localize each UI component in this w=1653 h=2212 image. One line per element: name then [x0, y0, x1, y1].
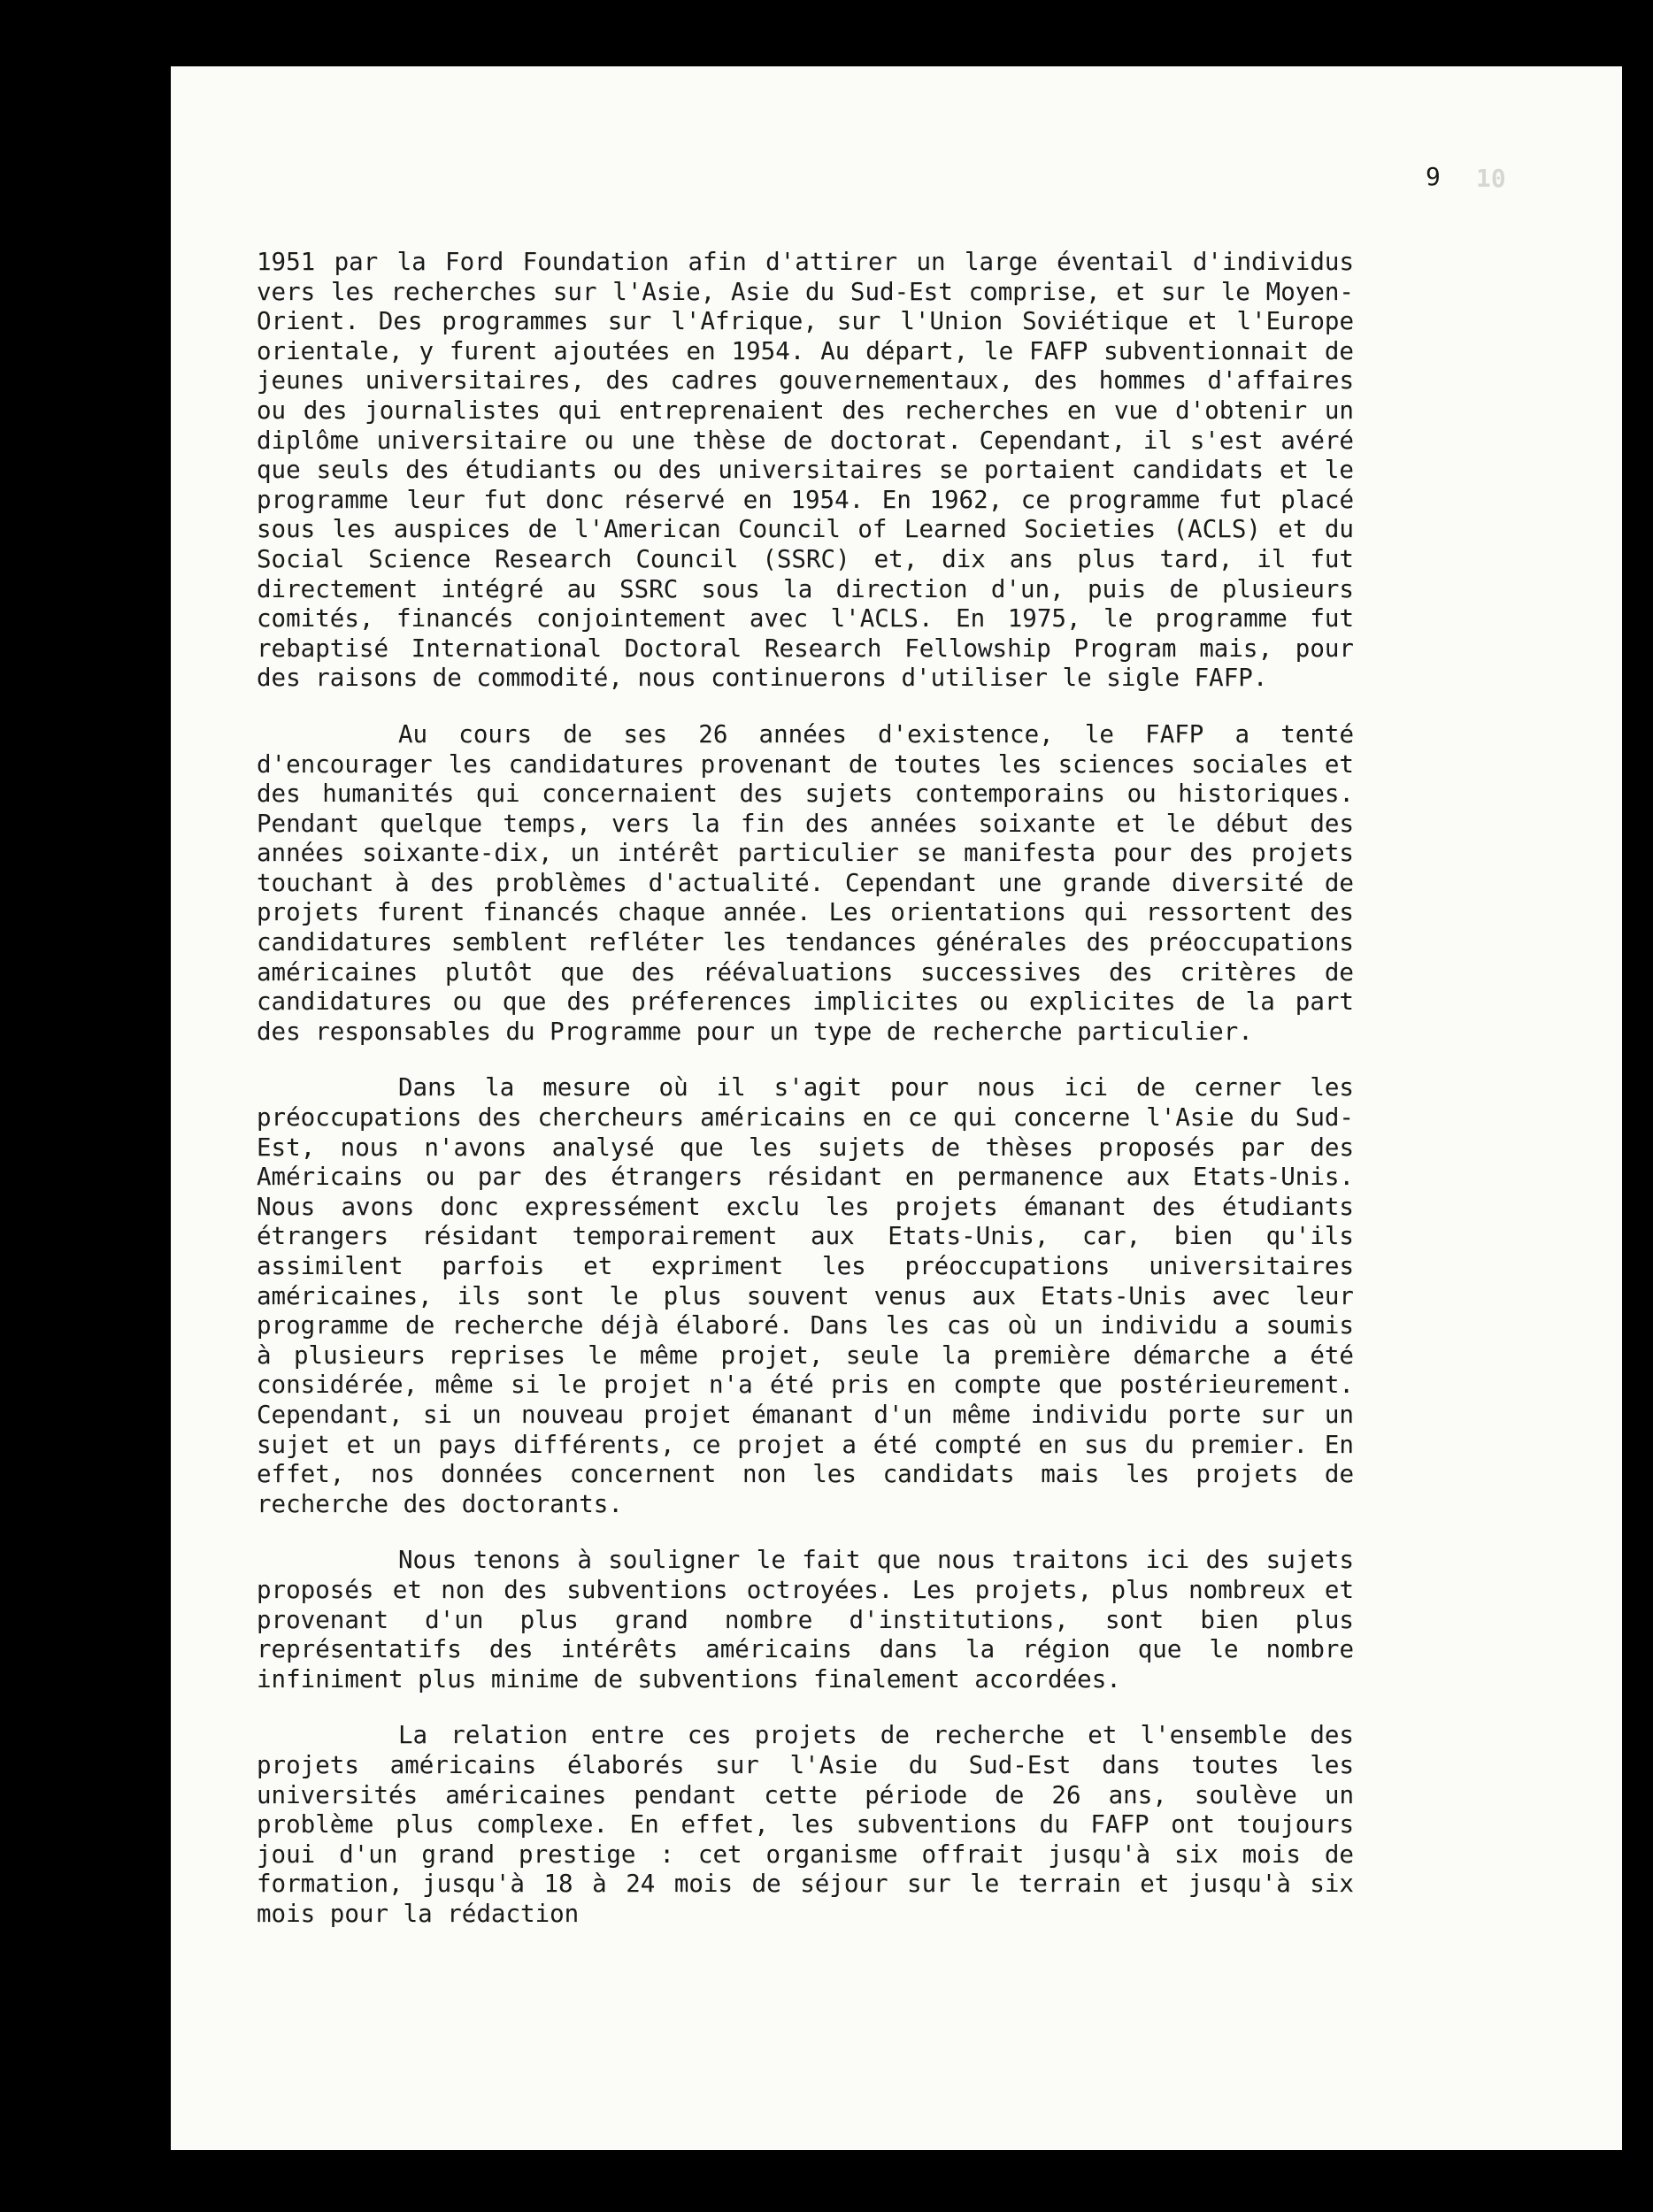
- page-number: 9: [1426, 162, 1441, 191]
- body-text: [257, 248, 1354, 1929]
- document-page: [171, 66, 1622, 2150]
- paragraph-2: Au cours de ses 26 années d'existence, le FAFP a tenté d'encourager les candidatures provenant de toutes les sciences sociales et des humanités qui concernaient des sujets contemporains ou historiques. Pendant quelque temps, vers la fin des années soixante et le début des années soixante-dix, un intérêt particulier se manifesta pour des projets touchant à des problèmes d'actualité. Cependant une grande diversité de projets furent financés chaque année. Les orientations qui ressortent des candidatures semblent refléter les tendances générales des préoccupations américaines plutôt que des réévaluations successives des critères de candidatures ou que des préferences implicites ou explicites de la part des responsables du Programme pour un type de recherche particulier.: [257, 719, 1354, 1046]
- paragraph-3: Dans la mesure où il s'agit pour nous ici de cerner les préoccupations des chercheurs américains en ce qui concerne l'Asie du Sud-Est, nous n'avons analysé que les sujets de thèses proposés par des Américains ou par des étrangers résidant en permanence aux Etats-Unis. Nous avons donc expressément exclu les projets émanant des étudiants étrangers résidant temporairement aux Etats-Unis, car, bien qu'ils assimilent parfois et expriment les préoccupations universitaires américaines, ils sont le plus souvent venus aux Etats-Unis avec leur programme de recherche déjà élaboré. Dans les cas où un individu a soumis à plusieurs reprises le même projet, seule la première démarche a été considérée, même si le projet n'a été pris en compte que postérieurement. Cependant, si un nouveau projet émanant d'un même individu porte sur un sujet et un pays différents, ce projet a été compté en sus du premier. En effet, nos données concernent non les candidats mais les projets de recherche des doctorants.: [257, 1073, 1354, 1518]
- paragraph-5: La relation entre ces projets de recherche et l'ensemble des projets américains élaborés sur l'Asie du Sud-Est dans toutes les universités américaines pendant cette période de 26 ans, soulève un problème plus complexe. En effet, les subventions du FAFP ont toujours joui d'un grand prestige : cet organisme offrait jusqu'à six mois de formation, jusqu'à 18 à 24 mois de séjour sur le terrain et jusqu'à six mois pour la rédaction: [257, 1721, 1354, 1928]
- bleed-through-mark: 10: [1476, 164, 1506, 193]
- paragraph-1: 1951 par la Ford Foundation afin d'attirer un large éventail d'individus vers les recherches sur l'Asie, Asie du Sud-Est comprise, et sur le Moyen-Orient. Des programmes sur l'Afrique, sur l'Union Soviétique et l'Europe orientale, y furent ajoutées en 1954. Au départ, le FAFP subventionnait de jeunes universitaires, des cadres gouvernementaux, des hommes d'affaires ou des journalistes qui entreprenaient des recherches en vue d'obtenir un diplôme universitaire ou une thèse de doctorat. Cependant, il s'est avéré que seuls des étudiants ou des universitaires se portaient candidats et le programme leur fut donc réservé en 1954. En 1962, ce programme fut placé sous les auspices de l'American Council of Learned Societies (ACLS) et du Social Science Research Council (SSRC) et, dix ans plus tard, il fut directement intégré au SSRC sous la direction d'un, puis de plusieurs comités, financés conjointement avec l'ACLS. En 1975, le programme fut rebaptisé International Doctoral Research Fellowship Program mais, pour des raisons de commodité, nous continuerons d'utiliser le sigle FAFP.: [257, 248, 1354, 693]
- paragraph-4: Nous tenons à souligner le fait que nous traitons ici des sujets proposés et non des subventions octroyées. Les projets, plus nombreux et provenant d'un plus grand nombre d'institutions, sont bien plus représentatifs des intérêts américains dans la région que le nombre infiniment plus minime de subventions finalement accordées.: [257, 1546, 1354, 1694]
